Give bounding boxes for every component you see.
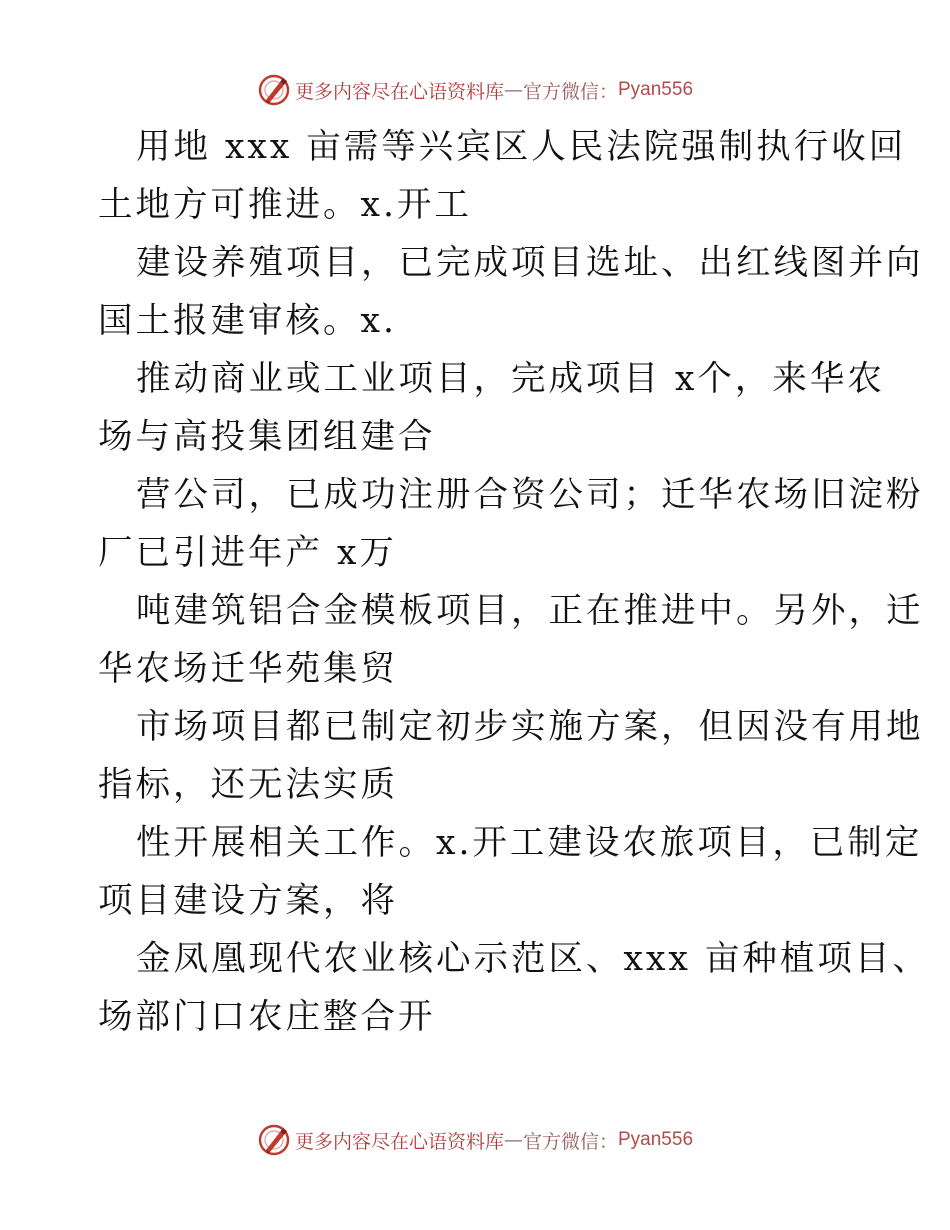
banner-text: 更多内容尽在心语资料库 bbox=[294, 80, 504, 103]
paragraph-line: 华农场迁华苑集贸 bbox=[98, 649, 398, 689]
paragraph-line: 营公司，已成功注册合资公司；迁华农场旧淀粉 bbox=[136, 475, 924, 515]
paragraph-line: 指标，还无法实质 bbox=[98, 765, 398, 805]
banner-text: 更多内容尽在心语资料库 bbox=[294, 1130, 504, 1153]
banner-separator: — bbox=[503, 79, 523, 101]
paragraph-line: 吨建筑铝合金模板项目，正在推进中。另外，迁 bbox=[136, 591, 924, 631]
paragraph-line: 项目建设方案，将 bbox=[98, 881, 398, 921]
wechat-label: 官方微信： bbox=[522, 80, 618, 103]
paragraph-line: 金凤凰现代农业核心示范区、xxx 亩种植项目、 bbox=[136, 939, 930, 979]
paragraph-line: 用地 xxx 亩需等兴宾区人民法院强制执行收回 bbox=[136, 127, 907, 167]
paragraph-line: 推动商业或工业项目，完成项目 x个，来华农 bbox=[136, 359, 885, 399]
paragraph-line: 性开展相关工作。x.开工建设农旅项目，已制定 bbox=[136, 823, 923, 863]
footer-watermark-banner bbox=[0, 1123, 950, 1157]
paragraph-line: 市场项目都已制定初步实施方案，但因没有用地 bbox=[136, 707, 924, 747]
wechat-id: Pyan556 bbox=[618, 1129, 694, 1150]
wechat-label: 官方微信： bbox=[522, 1130, 618, 1153]
paragraph-line: 厂已引进年产 x万 bbox=[98, 533, 397, 573]
paragraph-line: 国土报建审核。x. bbox=[98, 301, 397, 341]
paragraph-line: 土地方可推进。x.开工 bbox=[98, 185, 472, 225]
document-body bbox=[98, 118, 930, 1046]
pen-logo-icon bbox=[257, 1123, 291, 1157]
header-watermark-banner bbox=[0, 73, 950, 107]
paragraph-line: 场与高投集团组建合 bbox=[98, 417, 436, 457]
banner-separator: — bbox=[503, 1129, 523, 1151]
pen-logo-icon bbox=[257, 73, 291, 107]
paragraph-line: 场部门口农庄整合开 bbox=[98, 997, 436, 1037]
wechat-id: Pyan556 bbox=[618, 79, 694, 100]
paragraph-line: 建设养殖项目，已完成项目选址、出红线图并向 bbox=[136, 243, 924, 283]
